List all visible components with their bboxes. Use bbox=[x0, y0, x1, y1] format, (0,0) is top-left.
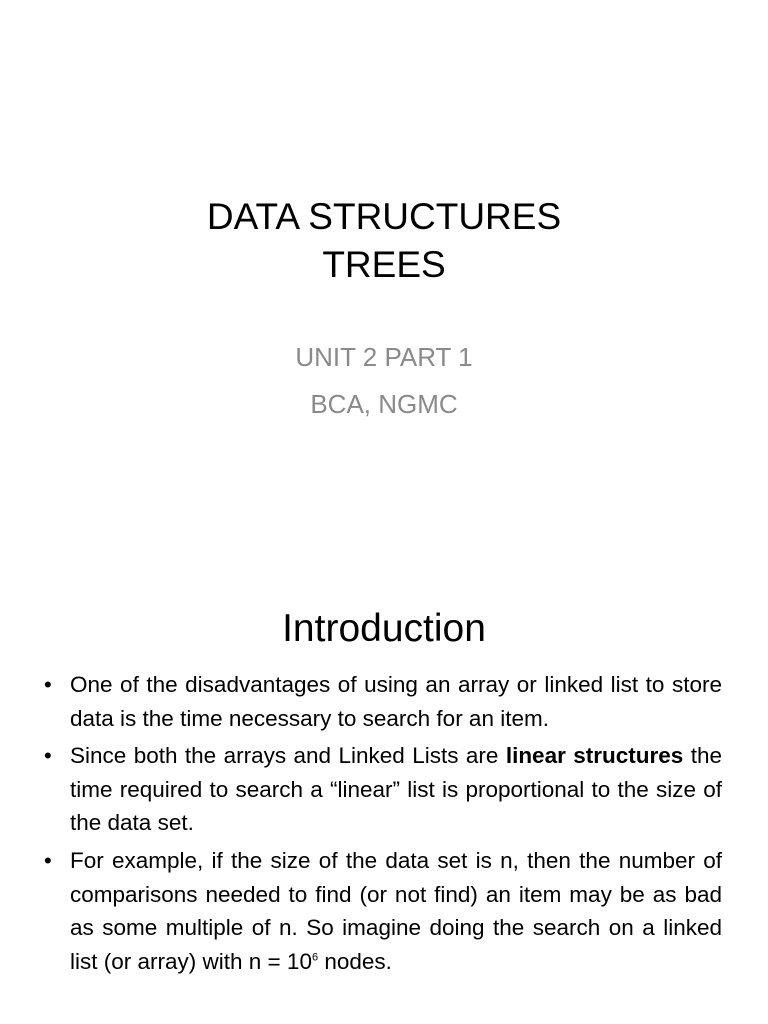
slide-title bbox=[0, 193, 768, 289]
bullet-text-2-before: Since both the arrays and Linked Lists are bbox=[70, 743, 506, 769]
bullet-item-1 bbox=[44, 668, 722, 735]
slide-subtitle bbox=[0, 334, 768, 428]
introduction-heading: Introduction bbox=[282, 607, 486, 650]
bullet-text-2-after: the time required to search a “linear” list is proportional to the size of the data set. bbox=[70, 743, 722, 836]
bullet-symbol: • bbox=[44, 743, 52, 769]
bullet-symbol: • bbox=[44, 672, 52, 697]
title-line-1: DATA STRUCTURES bbox=[206, 196, 562, 237]
title-line-2: TREES bbox=[322, 244, 446, 285]
bullet-text-2-bold: linear structures bbox=[505, 743, 684, 769]
bullet-text-3-superscript: 6 bbox=[311, 951, 319, 964]
subtitle-line-1: UNIT 2 PART 1 bbox=[295, 342, 473, 372]
introduction-slide bbox=[0, 576, 768, 1024]
bullet-item-3 bbox=[44, 844, 722, 978]
bullet-text-3: For example, if the size of the data set is n, then the number of comparisons needed to find (or not find) an item may be as bad as some multiple of n. So imagine doing the search on a linked list (or array) with n = 10 bbox=[70, 847, 722, 974]
bullet-text-3-after: nodes. bbox=[318, 948, 392, 974]
subtitle-line-2: BCA, NGMC bbox=[310, 389, 458, 419]
bullet-symbol: • bbox=[44, 847, 52, 873]
bullet-text-1: One of the disadvantages of using an array or linked list to store data is the time necessary to search for an item. bbox=[70, 672, 722, 731]
bullet-item-2 bbox=[44, 739, 722, 840]
bullet-list bbox=[44, 668, 722, 982]
